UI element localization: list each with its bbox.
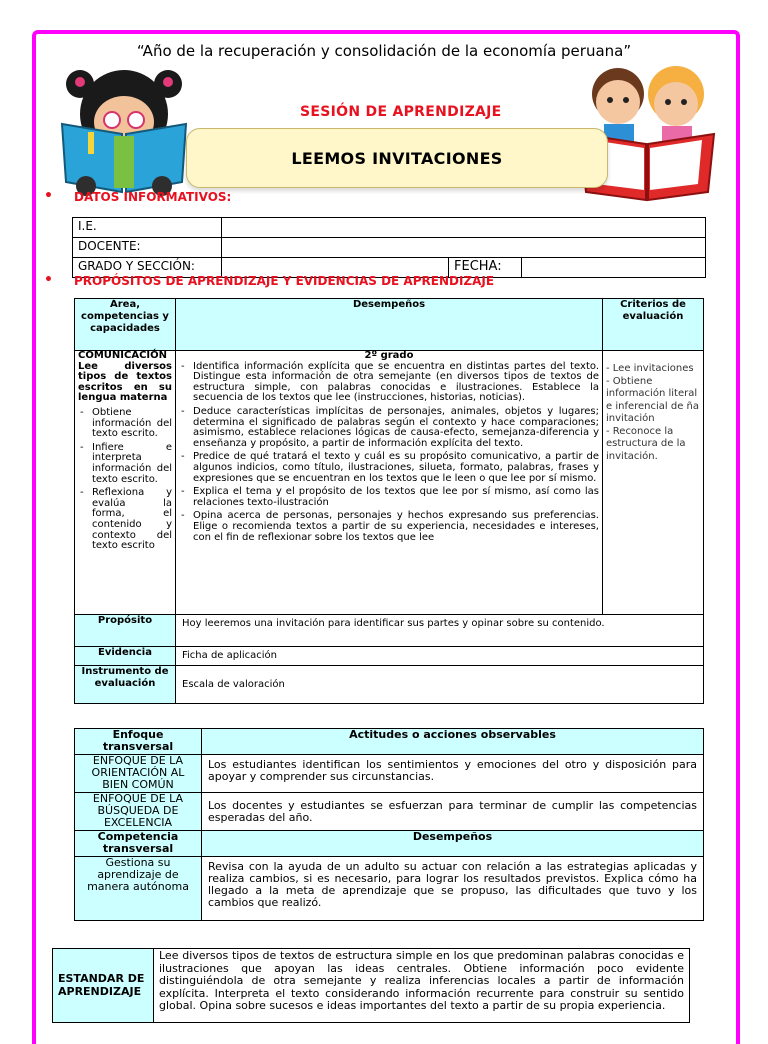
girl-reading-illustration — [56, 66, 192, 198]
docente-label: DOCENTE: — [73, 238, 222, 258]
section-propositos — [44, 272, 495, 288]
docente-value — [222, 238, 706, 258]
bullet-dot: • — [44, 188, 53, 204]
title-box — [186, 128, 608, 188]
header-criterios: Criterios de evaluación — [603, 299, 704, 351]
enfoque-name: ENFOQUE DE LA BÚSQUEDA DE EXCELENCIA — [75, 793, 202, 831]
desempeno-item: - Opina acerca de personas, personajes y hechos expresando sus preferencias. Elige o recomienda textos a partir de su experiencia, necesidades e intereses, con el fin de reflexionar sobre los textos que lee — [193, 511, 599, 543]
ie-label: I.E. — [73, 218, 222, 238]
proposito-text: Hoy leeremos una invitación para identificar sus partes y opinar sobre su contenido. — [176, 615, 704, 647]
desempenos-cell — [176, 351, 603, 615]
bullet-dot: • — [44, 272, 53, 288]
evidencia-label: Evidencia — [75, 647, 176, 666]
instrumento-text: Escala de valoración — [176, 666, 704, 704]
instrumento-label: Instrumento de evaluación — [75, 666, 176, 704]
section-heading: DATOS INFORMATIVOS: — [74, 190, 232, 204]
capacity-item: - Infiere e interpreta información del texto escrito. — [92, 443, 172, 485]
section-heading: PROPÓSITOS DE APRENDIZAJE Y EVIDENCIAS DE APRENDIZAJE — [74, 274, 495, 288]
area-name: COMUNICACIÓN — [78, 350, 168, 361]
standard-table — [52, 948, 690, 1023]
grade-label: 2º grado — [364, 350, 414, 361]
criterio-item: - Lee invitaciones — [606, 363, 694, 374]
ie-value — [222, 218, 706, 238]
area-cell — [75, 351, 176, 615]
header-desempenos-transversal: Desempeños — [202, 831, 704, 857]
capacity-item: - Obtiene información del texto escrito. — [92, 408, 172, 440]
enfoque-text: Los estudiantes identifican los sentimientos y emociones del otro y disposición para apoyar y comprender sus circunstancias. — [202, 755, 704, 793]
grado-label: GRADO Y SECCIÓN: — [73, 258, 222, 278]
transversal-table — [74, 728, 704, 921]
fecha-value — [522, 258, 706, 278]
session-title: LEEMOS INVITACIONES — [291, 149, 503, 168]
competencia-name: Gestiona su aprendizaje de manera autónoma — [75, 857, 202, 921]
competencia-text: Revisa con la ayuda de un adulto su actuar con relación a las estrategias aplicadas y realiza cambios, si es necesario, para lograr los resultados previstos. Explica cómo ha llegado a la meta de aprendizaje que se propuso, las dificultades que tuvo y los cambios que realizó. — [202, 857, 704, 921]
evidencia-text: Ficha de aplicación — [176, 647, 704, 666]
criterio-item: - Obtiene información literal e inferencial de ña invitación — [606, 375, 700, 424]
session-label: SESIÓN DE APRENDIZAJE — [300, 104, 502, 120]
desempenos-list — [179, 362, 599, 544]
standard-text: Lee diversos tipos de textos de estructura simple en los que predominan palabras conocidas e ilustraciones que apoyan las ideas centrales. Obtiene información poco evidente distinguiéndola de otra semejante y realiza inferencias locales a partir de información explícita. Interpreta el texto considerando información recurrente para construir su sentido global. Opina sobre sucesos e ideas importantes del texto a partir de su propia experiencia. — [154, 949, 690, 1023]
desempeno-item: - Predice de qué tratará el texto y cuál es su propósito comunicativo, a partir de algunos indicios, como título, ilustraciones, silueta, formato, palabras, frases y expresiones que se encuentran en los textos que le leen o que lee por sí mismo. — [193, 452, 599, 484]
header-area: Área, competencias y capacidades — [75, 299, 176, 351]
enfoque-text: Los docentes y estudiantes se esfuerzan para terminar de cumplir las competencias esperadas del año. — [202, 793, 704, 831]
proposito-label: Propósito — [75, 615, 176, 647]
fecha-label: FECHA: — [449, 258, 522, 278]
year-motto: “Año de la recuperación y consolidación de la economía peruana” — [136, 42, 632, 60]
purposes-table — [74, 298, 704, 704]
standard-label: ESTANDAR DE APRENDIZAJE — [53, 949, 154, 1023]
header-enfoque: Enfoque transversal — [75, 729, 202, 755]
section-datos-informativos — [44, 188, 232, 204]
enfoque-name: ENFOQUE DE LA ORIENTACIÓN AL BIEN COMÚN — [75, 755, 202, 793]
competence-name: Lee diversos tipos de textos escritos en su lengua materna — [78, 360, 172, 404]
capacity-item: - Reflexiona y evalúa la forma, el contenido y contexto del texto escrito — [92, 488, 172, 552]
info-table — [72, 217, 706, 278]
desempeno-item: - Identifica información explícita que se encuentra en distintas partes del texto. Distingue esta información de otra semejante (en diversos tipos de textos de estructura simple, con palabras conocidas e ilustraciones. Establece la secuencia de los textos que lee (instrucciones, historias, noticias). — [193, 362, 599, 404]
desempeno-item: - Explica el tema y el propósito de los textos que lee por sí mismo, así como las relaciones texto-ilustración — [193, 487, 599, 508]
desempeno-item: - Deduce características implícitas de personajes, animales, objetos y lugares; determina el significado de palabras según el contexto y hace comparaciones; asimismo, establece relaciones lógicas de causa-efecto, semejanza-diferencia y enseñanza y propósito, a partir de información explícita del texto. — [193, 407, 599, 449]
criterios-cell — [603, 351, 704, 615]
header-actitudes: Actitudes o acciones observables — [202, 729, 704, 755]
header-competencia: Competencia transversal — [75, 831, 202, 857]
criterio-item: - Reconoce la estructura de la invitación. — [606, 425, 686, 462]
header-desempenos: Desempeños — [176, 299, 603, 351]
capacities-list — [78, 408, 172, 552]
